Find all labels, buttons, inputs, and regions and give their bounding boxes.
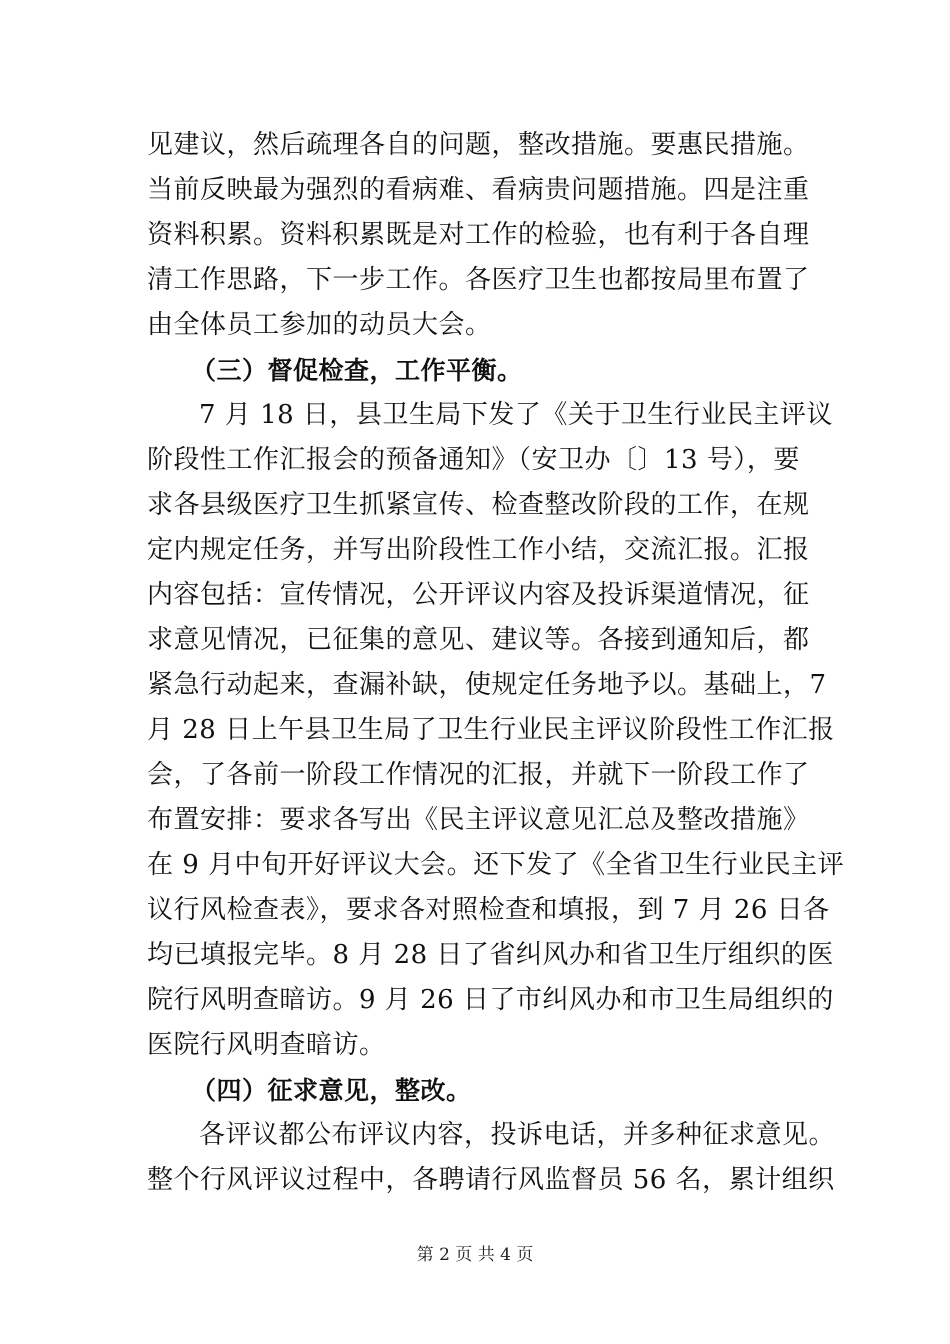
body-line: 均已填报完毕。8 月 28 日了省纠风办和省卫生厅组织的医 [147, 940, 834, 970]
body-line: 阶段性工作汇报会的预备通知》（安卫办〔〕13 号），要 [147, 445, 800, 475]
body-line: 求各县级医疗卫生抓紧宣传、检查整改阶段的工作，在规 [147, 490, 810, 520]
body-line: 布置安排：要求各写出《民主评议意见汇总及整改措施》 [147, 805, 810, 835]
body-line: 议行风检查表》，要求各对照检查和填报，到 7 月 26 日各 [147, 895, 830, 925]
body-line: 院行风明查暗访。9 月 26 日了市纠风办和市卫生局组织的 [147, 985, 834, 1015]
body-line: 求意见情况，已征集的意见、建议等。各接到通知后，都 [147, 625, 810, 655]
body-line: 资料积累。资料积累既是对工作的检验，也有利于各自理 [147, 220, 810, 250]
body-line: 定内规定任务，并写出阶段性工作小结，交流汇报。汇报 [147, 535, 810, 565]
body-line: 内容包括：宣传情况，公开评议内容及投诉渠道情况，征 [147, 580, 810, 610]
paragraph-start-line: 各评议都公布评议内容，投诉电话，并多种征求意见。 [199, 1120, 836, 1150]
body-line: 由全体员工参加的动员大会。 [147, 310, 492, 340]
section-heading-4: （四）征求意见，整改。 [191, 1076, 472, 1105]
body-line: 会，了各前一阶段工作情况的汇报，并就下一阶段工作了 [147, 760, 810, 790]
body-line: 清工作思路，下一步工作。各医疗卫生也都按局里布置了 [147, 265, 810, 295]
body-line: 见建议，然后疏理各自的问题，整改措施。要惠民措施。 [147, 130, 810, 160]
page-footer: 第 2 页 共 4 页 [416, 1245, 534, 1265]
body-line: 月 28 日上午县卫生局了卫生行业民主评议阶段性工作汇报 [147, 715, 835, 745]
body-line: 在 9 月中旬开好评议大会。还下发了《全省卫生行业民主评 [147, 850, 845, 880]
body-line: 医院行风明查暗访。 [147, 1030, 386, 1060]
body-line: 紧急行动起来，查漏补缺，使规定任务地予以。基础上，7 [147, 670, 827, 700]
body-line: 当前反映最为强烈的看病难、看病贵问题措施。四是注重 [147, 175, 810, 205]
paragraph-start-line: 7 月 18 日，县卫生局下发了《关于卫生行业民主评议 [199, 400, 833, 430]
document-body [147, 123, 845, 1203]
body-line: 整个行风评议过程中，各聘请行风监督员 56 名，累计组织 [147, 1165, 835, 1195]
section-heading-3: （三）督促检查，工作平衡。 [191, 356, 523, 385]
